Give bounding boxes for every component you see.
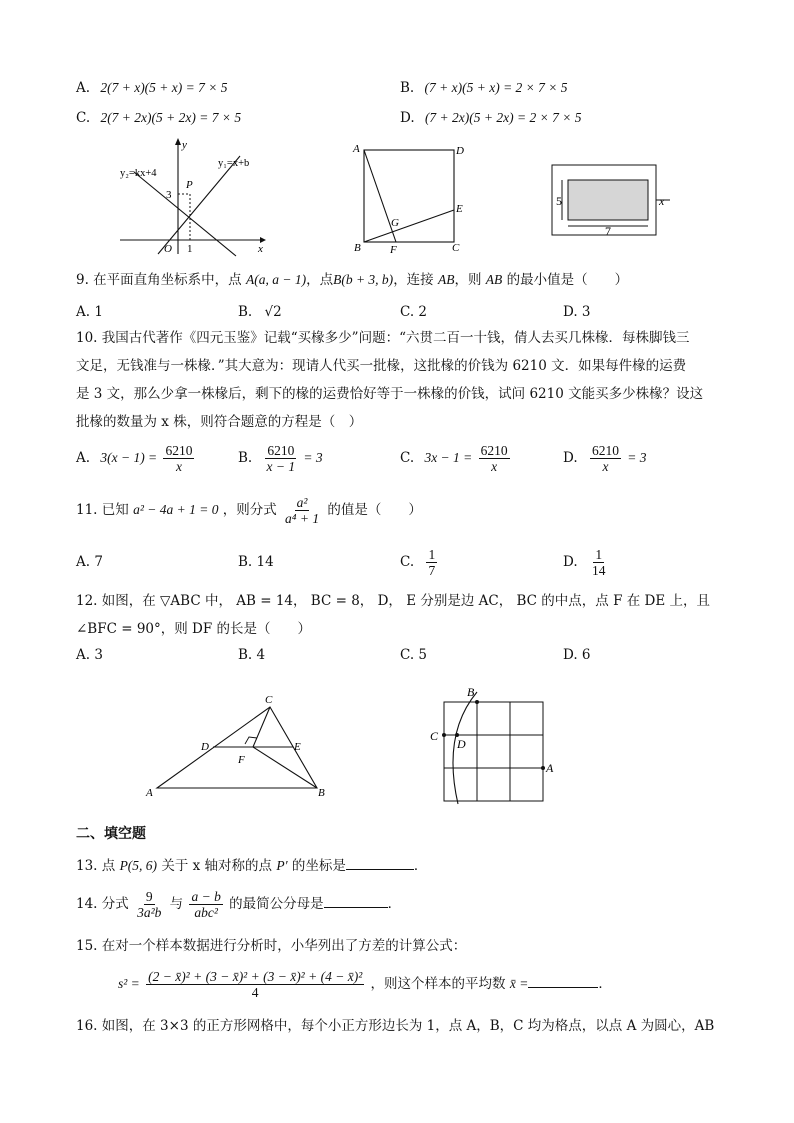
fraction-denominator: x	[602, 459, 609, 474]
q15-mean: x̄ =	[509, 976, 529, 991]
answer-blank[interactable]	[528, 987, 598, 988]
label-d: D	[201, 741, 209, 753]
q13-point: P(5, 6)	[119, 858, 158, 873]
q15-lhs: s² =	[118, 976, 140, 991]
q15-tail: ，则这个样本的平均数	[370, 976, 506, 992]
fraction-denominator: x − 1	[266, 459, 296, 474]
question-11	[76, 490, 422, 530]
label-g: G	[391, 217, 399, 229]
label-7: 7	[605, 224, 611, 238]
option-label: A.	[76, 450, 91, 466]
label-b: B	[318, 787, 325, 799]
fraction-numerator: 6210	[267, 443, 295, 458]
equation: 2(7 + x)(5 + x) = 7 × 5	[100, 80, 228, 95]
q10-line-4: 批椽的数量为 x 株，则符合题意的方程是（ ）	[76, 414, 363, 430]
figure-grid	[424, 684, 564, 806]
q11-condition: a² − 4a + 1 = 0	[133, 502, 219, 517]
label-f: F	[390, 244, 397, 256]
fraction-numerator: 6210	[165, 443, 193, 458]
fraction-numerator: (2 − x̄)² + (3 − x̄)² + (3 − x̄)² + (4 − x̄)²	[148, 969, 363, 984]
q9-point-b: B(b + 3, b)	[333, 272, 394, 287]
equation: (7 + 2x)(5 + 2x) = 2 × 7 × 5	[424, 110, 582, 125]
label-b: B	[354, 242, 361, 254]
q9-stem: 9. 在平面直角坐标系中，点	[76, 272, 242, 288]
figure-square	[348, 138, 470, 256]
label-c: C	[452, 242, 460, 254]
option-label: B.	[238, 304, 253, 320]
label-p: P	[186, 179, 193, 191]
question-9	[76, 270, 628, 290]
q12-option-c: C. 5	[400, 647, 428, 663]
fraction-numerator: 1	[595, 547, 603, 562]
label-x: x	[659, 194, 665, 208]
y-axis-arrow	[175, 138, 181, 145]
line-y1	[158, 156, 240, 254]
option-label: B.	[238, 450, 253, 466]
q10-option-a	[76, 438, 196, 478]
question-13: 13. 点 P(5, 6) 关于 x 轴对称的点 P′ 的坐标是 ．	[76, 858, 428, 874]
fraction-denominator: x	[175, 459, 182, 474]
segment-bf	[253, 747, 317, 788]
q8-option-b	[400, 78, 568, 98]
q10-option-c	[400, 438, 512, 478]
label-y: y	[182, 139, 187, 151]
q11-text: 11. 已知	[76, 502, 129, 518]
q11-text: ，则分式	[222, 502, 277, 518]
q13-tail: 的坐标是	[291, 858, 346, 874]
q12-line-2: ∠BFC = 90°，则 DF 的长是（ ）	[76, 621, 312, 637]
label-f: F	[238, 754, 245, 766]
q9-option-d: D. 3	[563, 304, 591, 320]
equation: (7 + x)(5 + x) = 2 × 7 × 5	[424, 80, 568, 95]
fraction-numerator: 1	[428, 547, 436, 562]
q10-line-1: 10. 我国古代著作《四元玉鉴》记载“买椽多少”问题：“六贯二百一十钱，倩人去买几株椽．每株脚钱三	[76, 330, 690, 346]
q9-tail: 的最小值是（ ）	[506, 272, 629, 288]
q9-ab: AB	[485, 272, 503, 287]
label-o: O	[164, 243, 172, 255]
q10-line-2: 文足，无钱准与一株椽．”其大意为：现请人代买一批椽，这批椽的价钱为 6210 文．如果每件椽的运费	[76, 358, 687, 374]
q9-option-a: A. 1	[76, 304, 103, 320]
fraction-numerator: 9	[145, 889, 153, 904]
q11-option-a: A. 7	[76, 554, 103, 570]
label-b: B	[467, 685, 475, 699]
option-label: B.	[400, 80, 415, 96]
label-a: A	[546, 761, 554, 775]
equation: 2(7 + 2x)(5 + 2x) = 7 × 5	[100, 110, 242, 125]
option-label: D.	[563, 554, 578, 570]
section-title: 二、填空题	[76, 826, 146, 842]
q8-option-d	[400, 108, 581, 128]
q11-option-c	[400, 542, 439, 582]
fraction-denominator: abc²	[194, 905, 218, 920]
q13-point-prime: P′	[276, 858, 288, 873]
q14-text: 14. 分式	[76, 896, 129, 912]
q9-ab: AB	[437, 272, 455, 287]
q9-point-a: A(a, a − 1)	[245, 272, 307, 287]
q13-text: 13. 点	[76, 858, 116, 874]
option-label: C.	[400, 450, 415, 466]
option-label: C.	[400, 554, 415, 570]
label-3: 3	[166, 189, 172, 201]
option-rhs: = 3	[627, 450, 647, 465]
figure-triangle	[140, 692, 340, 804]
fraction-numerator: 6210	[480, 443, 508, 458]
q9-text: ，点	[306, 272, 334, 288]
fraction-denominator: 14	[591, 563, 606, 578]
q12-option-b: B. 4	[238, 647, 266, 663]
q16-line-1: 16. 如图，在 3×3 的正方形网格中，每个小正方形边长为 1，点 A，B，C 均为格点，以点 A 为圆心，AB	[76, 1018, 715, 1034]
fraction-denominator: 4	[251, 985, 259, 1000]
q14-tail: 的最简公分母是	[229, 896, 324, 912]
q12-option-a: A. 3	[76, 647, 103, 663]
segment-be	[364, 210, 454, 242]
line-y2	[134, 172, 236, 256]
figure-rectangle	[548, 160, 678, 240]
q12-line-1: 12. 如图，在 ▽ABC 中， AB = 14， BC = 8， D， E 分别是边 AC， BC 的中点，点 F 在 DE 上，且	[76, 593, 710, 609]
option-lhs: 3(x − 1) =	[100, 450, 158, 465]
label-1: 1	[187, 243, 193, 255]
q11-option-d	[563, 542, 609, 582]
option-rhs: = 3	[303, 450, 323, 465]
q9-option-c: C. 2	[400, 304, 428, 320]
inner-rect	[568, 180, 648, 220]
label-a: A	[353, 143, 360, 155]
point-a	[541, 766, 545, 770]
label-d: D	[456, 145, 464, 157]
figure-linear-graph	[112, 136, 272, 258]
q12-option-d: D. 6	[563, 647, 591, 663]
label-x: x	[258, 243, 263, 255]
option-value: √2	[264, 304, 282, 320]
answer-blank[interactable]	[346, 869, 414, 870]
q8-option-c	[76, 108, 241, 128]
q9-text: ，连接	[393, 272, 434, 288]
fraction-numerator: a²	[296, 495, 308, 510]
answer-blank[interactable]	[324, 907, 388, 908]
label-e: E	[456, 203, 463, 215]
option-label: A.	[76, 80, 91, 96]
label-e: E	[294, 741, 301, 753]
q15-line-1: 15. 在对一个样本数据进行分析时，小华列出了方差的计算公式：	[76, 938, 467, 954]
q14-text: 与	[169, 896, 184, 912]
fraction-numerator: a − b	[191, 889, 221, 904]
option-lhs: 3x − 1 =	[424, 450, 473, 465]
q9-text: ，则	[454, 272, 482, 288]
q11-tail: 的值是（ ）	[327, 502, 422, 518]
point-b	[475, 700, 479, 704]
q10-option-d	[563, 438, 646, 478]
question-14: 14. 分式 $\frac{9}{\text{3a²b}}$ 与 $\frac{a - b}{\text{abc²}}$ 的最简公分母是 ．	[76, 889, 402, 920]
label-y1: y₁=x+b	[218, 158, 250, 169]
q10-option-b	[238, 438, 323, 478]
q15-formula: s² = $\frac{\text{(2 − x̄)² + (3 − x̄)² + (3 − x̄)² + (4 − x̄)²}}{4}$ ，则这个样本的平均数 x̄ = ．	[118, 969, 612, 1000]
fraction-numerator: 6210	[591, 443, 619, 458]
q11-option-b: B. 14	[238, 554, 274, 570]
option-label: C.	[76, 110, 91, 126]
fraction-denominator: x	[491, 459, 498, 474]
label-c: C	[265, 694, 273, 706]
square-abcd	[364, 150, 454, 242]
label-d: D	[457, 737, 466, 751]
grid-border	[444, 702, 543, 801]
label-y2: y₂=kx+4	[120, 168, 157, 179]
label-5: 5	[556, 194, 562, 208]
q13-text: 关于 x 轴对称的点	[161, 858, 273, 874]
option-label: D.	[400, 110, 415, 126]
option-label: D.	[563, 450, 578, 466]
label-a: A	[146, 787, 153, 799]
fraction-denominator: 3a²b	[137, 905, 162, 920]
q9-option-b	[238, 302, 282, 322]
q10-line-3: 是 3 文，那么少拿一株椽后，剩下的椽的运费恰好等于一株椽的价钱，试问 6210 文能买多少株椽？设这	[76, 386, 704, 402]
point-c	[442, 733, 446, 737]
fraction-denominator: a⁴ + 1	[285, 511, 320, 526]
q8-option-a	[76, 78, 228, 98]
label-c: C	[430, 729, 439, 743]
fraction-denominator: 7	[428, 563, 436, 578]
